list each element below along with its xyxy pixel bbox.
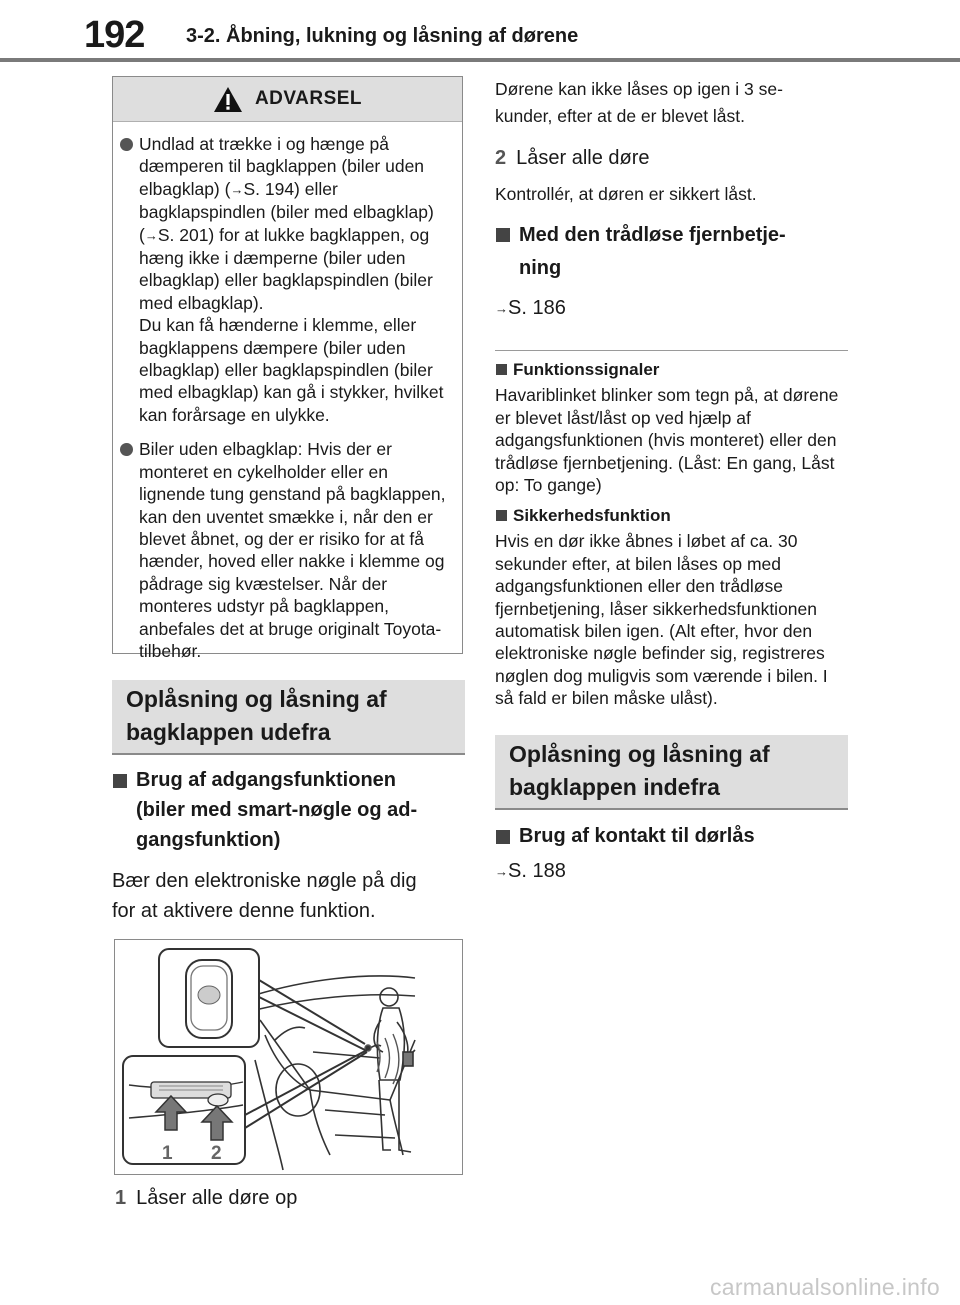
step-text: Låser alle døre op	[136, 1187, 298, 1209]
warning-item-2	[113, 438, 462, 662]
section-title-line: bagklappen udefra	[126, 719, 331, 745]
square-bullet-icon	[496, 364, 507, 375]
warning-text: Biler uden elbagklap: Hvis der er monteret en cykelholder eller en lignende tung genstand på bagklappen, kan den uventet smække i, når den er blevet åbnet, og der er risiko for at få hænder, hoved eller nakke i klemme og pådrage sig kvæstelser. Når der monteres udstyr på bagklappen, anbefales det at bruge originalt Toyota-tilbehør.	[139, 439, 446, 661]
illustration-label-2: 2	[211, 1143, 222, 1164]
step-1	[115, 1183, 297, 1213]
warning-triangle-icon	[213, 86, 243, 113]
step-text: Låser alle døre	[516, 147, 650, 169]
arrow-ref-icon: →	[495, 863, 508, 879]
arrow-ref-icon: →	[495, 301, 508, 317]
square-bullet-icon	[496, 830, 510, 844]
warning-text: Undlad at trække i og hænge på dæmperen til bagklappen (biler uden elbagklap) (	[139, 134, 425, 199]
subhead-signals	[495, 359, 848, 381]
reference-text: S. 186	[508, 297, 566, 320]
subhead-line: Med den trådløse fjernbetje-	[519, 224, 786, 247]
section-title-line: bagklappen indefra	[509, 773, 720, 800]
body-line: Kontrollér, at døren er sikkert låst.	[495, 184, 757, 204]
left-column	[112, 76, 465, 926]
square-bullet-icon	[496, 510, 507, 521]
warning-item-1	[113, 133, 462, 426]
section-title-line: Oplåsning og låsning af	[126, 686, 387, 712]
subhead-line: Brug af adgangsfunktionen	[136, 769, 396, 791]
step-2	[495, 143, 848, 173]
section-title-line: Oplåsning og låsning af	[509, 740, 770, 767]
divider	[495, 350, 848, 351]
subhead-text: Sikkerhedsfunktion	[513, 506, 671, 526]
subhead-safety	[495, 505, 848, 527]
chapter-title: 3-2. Åbning, lukning og låsning af dørene	[186, 25, 579, 47]
subhead-line: gangsfunktion)	[136, 829, 281, 851]
warning-text: Du kan få hænderne i klemme, eller bagklappens dæmpere (biler uden elbagklap) eller bagklapspindlen (biler med elbagklap) kan gå i stykker, hvilket kan forårsage en ulykke.	[139, 315, 444, 425]
arrow-ref-icon: →	[144, 227, 158, 243]
subhead-line: ning	[519, 257, 562, 280]
body-line: Bær den elektroniske nøgle på dig	[112, 870, 417, 892]
bullet-icon	[120, 138, 133, 151]
illustration-box	[114, 939, 463, 1175]
right-column	[495, 76, 848, 887]
section-heading-inside	[495, 735, 848, 810]
warning-text: S. 201) for at lukke bagklappen, og hæng ikke i dæmperne (biler uden elbagklap) eller bagklapspindlen (biler med elbagklap).	[139, 224, 433, 313]
reference-remote	[495, 293, 848, 324]
body-line: for at aktivere denne funktion.	[112, 900, 376, 922]
step-number: 2	[495, 147, 507, 169]
warning-box	[112, 76, 463, 661]
subhead-lock-switch	[495, 821, 848, 851]
square-bullet-icon	[113, 774, 127, 788]
subhead-remote	[495, 219, 848, 285]
header-rule	[0, 58, 960, 62]
section-heading-outside	[112, 680, 465, 755]
subhead-text: Funktionssignaler	[513, 360, 660, 380]
arrow-ref-icon: →	[230, 181, 244, 197]
body-line: Dørene kan ikke låses op igen i 3 se-	[495, 79, 783, 99]
reference-lock-switch	[495, 856, 848, 887]
illustration-label-1: 1	[162, 1143, 173, 1164]
bullet-icon	[120, 443, 133, 456]
body-paragraph: Hvis en dør ikke åbnes i løbet af ca. 30 sekunder efter, at bilen låses op med adgangsfunktionen eller den trådløse fjernbetjening, låser sikkerhedsfunktionen automatisk bilen igen. (Alt efter, hvor den elektroniske nøgle befinder sig, registreres nøglen dog muligvis som værende i bilen. I så fald er bilen måske ulåst).	[495, 531, 828, 709]
body-paragraph: Havariblinket blinker som tegn på, at dørene er blevet låst/låst op ved hjælp af adgangsfunktionen (hvis monteret) eller den trådløse fjernbetjening. (Låst: En gang, Låst op: To gange)	[495, 385, 839, 496]
square-bullet-icon	[496, 228, 510, 242]
warning-title: ADVARSEL	[254, 88, 363, 109]
reference-text: S. 188	[508, 859, 566, 882]
subhead-access-function	[112, 765, 465, 855]
body-line: kunder, efter at de er blevet låst.	[495, 106, 746, 126]
page-number: 192	[84, 14, 145, 56]
watermark: carmanualsonline.info	[709, 1274, 940, 1300]
warning-header	[113, 77, 462, 122]
subhead-text: Brug af kontakt til dørlås	[519, 824, 755, 847]
subhead-line: (biler med smart-nøgle og ad-	[136, 799, 418, 821]
step-number: 1	[115, 1187, 127, 1209]
car-tailgate-illustration	[115, 940, 461, 1173]
warning-text: S. 194) eller bagklapspindlen (biler med elbagklap) (	[139, 178, 434, 245]
body-paragraph	[112, 866, 465, 926]
